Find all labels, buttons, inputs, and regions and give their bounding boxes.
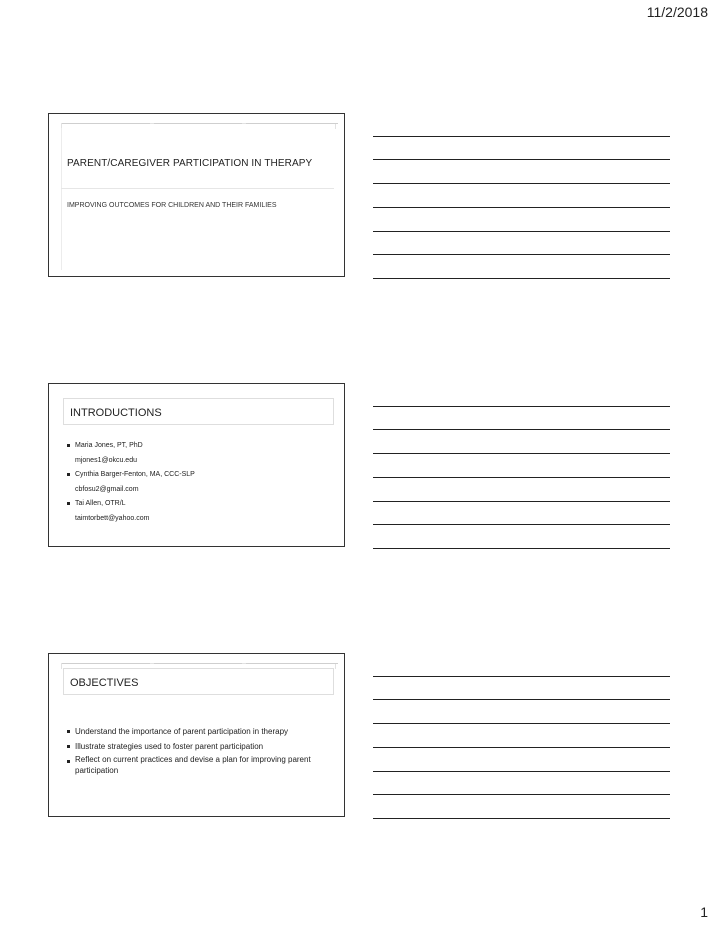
note-line xyxy=(373,231,670,232)
slide-thumbnail-1 xyxy=(48,113,345,277)
note-line xyxy=(373,548,670,549)
note-line xyxy=(373,676,670,677)
note-line xyxy=(373,278,670,279)
page-number: 1 xyxy=(700,904,708,920)
bullet-icon xyxy=(67,760,70,763)
slide-thumbnail-3 xyxy=(48,653,345,817)
slide-thumbnail-2 xyxy=(48,383,345,547)
note-line xyxy=(373,429,670,430)
note-line xyxy=(373,207,670,208)
list-item xyxy=(67,512,195,527)
slide-decoration xyxy=(61,123,336,129)
list-item xyxy=(67,483,195,498)
list-item-text: Tai Allen, OTR/L xyxy=(75,500,126,507)
list-item xyxy=(67,439,195,454)
note-line xyxy=(373,183,670,184)
list-item-text: Reflect on current practices and devise a plan for improving parent participation xyxy=(75,755,311,775)
objectives-list xyxy=(67,724,327,776)
note-line xyxy=(373,524,670,525)
list-item xyxy=(67,724,327,739)
slide-title: PARENT/CAREGIVER PARTICIPATION IN THERAPY xyxy=(67,158,313,169)
slide-decoration xyxy=(61,128,62,270)
bullet-icon xyxy=(67,502,70,505)
note-line xyxy=(373,699,670,700)
note-line xyxy=(373,794,670,795)
list-item-text: Understand the importance of parent participation in therapy xyxy=(75,727,289,736)
note-line xyxy=(373,477,670,478)
note-line xyxy=(373,136,670,137)
slide-title: INTRODUCTIONS xyxy=(70,407,162,419)
note-line xyxy=(373,771,670,772)
list-item xyxy=(67,454,195,469)
note-line xyxy=(373,501,670,502)
bullet-icon xyxy=(67,730,70,733)
note-line xyxy=(373,406,670,407)
list-item-text: Cynthia Barger-Fenton, MA, CCC-SLP xyxy=(75,471,195,478)
list-item xyxy=(67,468,195,483)
intro-list xyxy=(67,439,195,526)
note-line xyxy=(373,453,670,454)
list-item xyxy=(67,754,327,776)
slide-divider xyxy=(61,188,334,189)
note-line xyxy=(373,723,670,724)
note-line xyxy=(373,818,670,819)
list-item-text: Maria Jones, PT, PhD xyxy=(75,442,143,449)
bullet-icon xyxy=(67,473,70,476)
note-line xyxy=(373,747,670,748)
email-text: taimtorbett@yahoo.com xyxy=(75,514,150,522)
slide-header-box xyxy=(63,668,334,695)
list-item-text: Illustrate strategies used to foster parent participation xyxy=(75,742,264,751)
email-text: mjones1@okcu.edu xyxy=(75,456,137,464)
list-item xyxy=(67,497,195,512)
email-text: cbfosu2@gmail.com xyxy=(75,485,139,493)
list-item xyxy=(67,739,327,754)
slide-subtitle: IMPROVING OUTCOMES FOR CHILDREN AND THEIR FAMILIES xyxy=(67,202,277,209)
slide-title: OBJECTIVES xyxy=(70,677,139,689)
note-line xyxy=(373,159,670,160)
bullet-icon xyxy=(67,444,70,447)
bullet-icon xyxy=(67,745,70,748)
document-date: 11/2/2018 xyxy=(646,4,708,20)
note-line xyxy=(373,254,670,255)
slide-header-box xyxy=(63,398,334,425)
